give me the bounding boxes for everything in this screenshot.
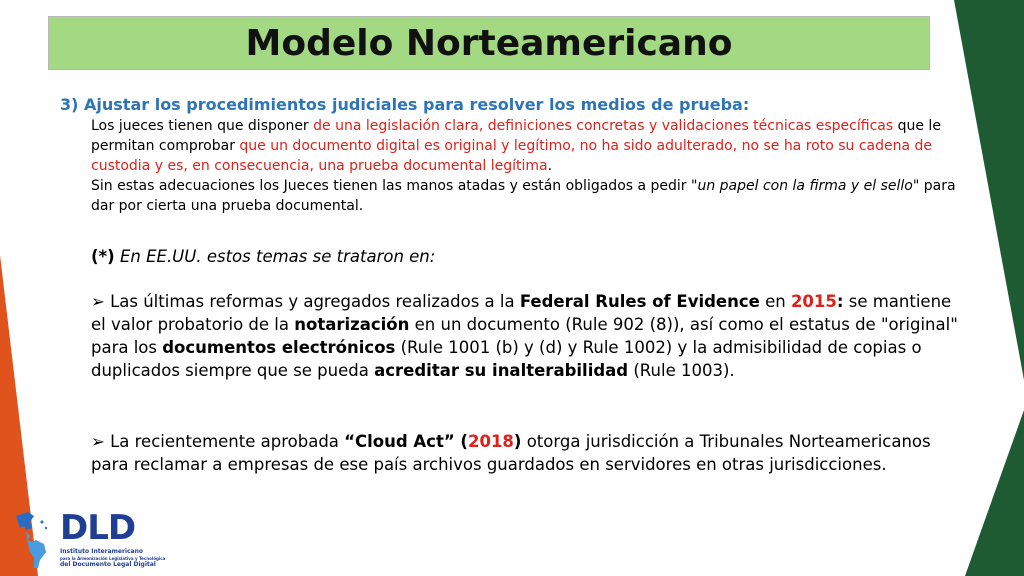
logo-line-3: del Documento Legal Digital <box>60 561 156 568</box>
b1-bold-1: Federal Rules of Evidence <box>519 292 760 311</box>
para2-text-1: Sin estas adecuaciones los Jueces tienen las manos atadas y están obligados a pedir " <box>91 178 698 194</box>
para1-text-1: Los jueces tienen que disponer <box>91 118 314 134</box>
bullet-cloud-act <box>91 430 966 476</box>
note-line <box>91 245 966 268</box>
b2-bold-1: “Cloud Act” ( <box>344 432 468 451</box>
b1-year: 2015 <box>790 292 837 311</box>
b1-t2: en <box>759 292 791 311</box>
bullet-federal-rules <box>91 290 966 382</box>
dld-logo <box>12 508 166 570</box>
slide-title: Modelo Norteamericano <box>48 16 930 70</box>
b1-bold-4: documentos electrónicos <box>162 338 396 357</box>
b1-t5: (Rule 1001 (b) y (d) y Rule 1002) y la admisibilidad de copias o duplicados siempre que se pueda <box>91 338 922 380</box>
para2-italic: un papel con la firma y el sello <box>697 178 913 194</box>
americas-map-icon <box>12 510 58 570</box>
b2-t2: otorga jurisdicción a Tribunales Norteamericanos para reclamar a empresas de ese país archivos guardados en servidores en otras jurisdicciones. <box>91 432 931 474</box>
left-orange-band <box>0 0 60 576</box>
b1-t6: (Rule 1003). <box>628 361 735 380</box>
para1-red-2: que un documento digital es original y legítimo, no ha sido adulterado, no se ha roto su cadena de custodia y es, en consecuencia, una prueba documental legítima <box>91 138 933 174</box>
arrow-bullet-icon: ➢ <box>91 432 105 451</box>
b2-year: 2018 <box>467 432 514 451</box>
logo-line-1: Instituto Interamericano <box>60 548 144 555</box>
b1-bold-5: acreditar su inalterabilidad <box>374 361 629 380</box>
section-heading: 3) Ajustar los procedimientos judiciales para resolver los medios de prueba: <box>60 95 750 114</box>
b1-bold-3: notarización <box>294 315 410 334</box>
logo-line-2: para la Armonización Legislativa y Tecnológica <box>60 556 166 561</box>
b1-t1: Las últimas reformas y agregados realizados a la <box>104 292 520 311</box>
b2-bold-2: ) <box>513 432 522 451</box>
b1-t3: se mantiene el valor probatorio de la <box>91 292 952 334</box>
intro-paragraphs <box>91 116 961 216</box>
right-green-band <box>930 0 1024 576</box>
para2-text-2: " para dar por cierta una prueba documental. <box>91 178 956 214</box>
arrow-bullet-icon: ➢ <box>91 292 105 311</box>
b1-bold-2: : <box>836 292 844 311</box>
b2-t1: La recientemente aprobada <box>104 432 345 451</box>
para1-text-3: . <box>547 158 553 174</box>
note-mark: (*) <box>91 247 115 266</box>
note-text: En EE.UU. estos temas se trataron en: <box>114 247 436 266</box>
para1-red-1: de una legislación clara, definiciones concretas y validaciones técnicas específicas <box>313 118 894 134</box>
logo-name: DLD <box>60 508 136 548</box>
para1-text-2: que le permitan comprobar <box>91 118 941 154</box>
b1-t4: en un documento (Rule 902 (8)), así como el estatus de "original" para los <box>91 315 958 357</box>
